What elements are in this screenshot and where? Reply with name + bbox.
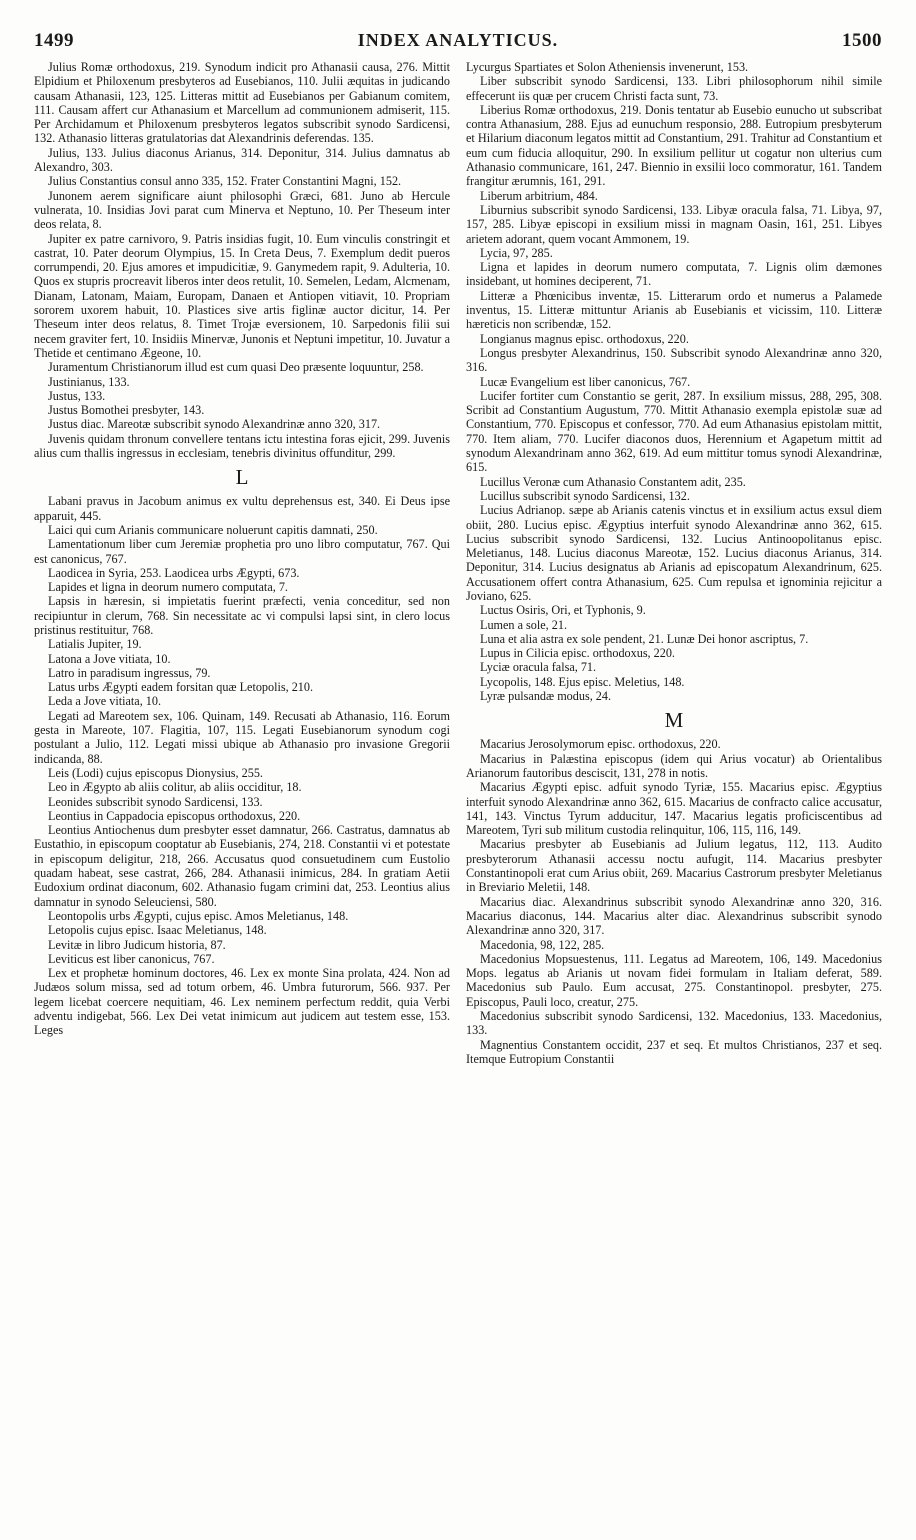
index-entry: Lucillus subscribit synodo Sardicensi, 132. — [480, 488, 690, 503]
index-entry: Juramentum Christianorum illud est cum quasi Deo præsente loquuntur, 258. — [48, 360, 424, 375]
index-entry: Letopolis cujus episc. Isaac Meletianus, 148. — [48, 923, 267, 938]
index-entry: Leontius Antiochenus dum presbyter esset damnatur, 266. Castratus, damnatus ab Eustathio, in episcopum cooptatur ab Eusebianis, 274, 218. Constantii vi et potestate in episcopum deligitur, 218, 266. Accusatus quod consuetudinem cum Eustolio quadam habeat, sese castrat, 266, 284. Athanasii inimicus, 284. In gratiam Aetii Eudoxium ordinat diaconum, 602. Athanasio fugam crimini dat, 253. Leontius alius damnatur in synodo Seleuciensi, 580. — [34, 823, 450, 909]
index-entry: Laodicea in Syria, 253. Laodicea urbs Ægypti, 673. — [48, 565, 300, 580]
index-entry: Latro in paradisum ingressus, 79. — [48, 665, 211, 680]
text-columns — [34, 60, 882, 1530]
section-letter: M — [664, 708, 684, 733]
index-entry: Lycopolis, 148. Ejus episc. Meletius, 148. — [480, 674, 685, 689]
index-entry: Leis (Lodi) cujus episcopus Dionysius, 255. — [48, 765, 263, 780]
index-entry: Latialis Jupiter, 19. — [48, 637, 142, 652]
index-entry: Laici qui cum Arianis communicare noluerunt capitis damnati, 250. — [48, 522, 378, 537]
index-entry: Macarius diac. Alexandrinus subscribit synodo Alexandrinæ anno 320, 316. Macarius diaconus, 144. Macarius alter diac. Alexandrinus subscribit synodo Alexandrinæ anno 320, 317. — [466, 894, 882, 938]
page-number-right: 1500 — [841, 30, 882, 51]
index-entry: Latona a Jove vitiata, 10. — [48, 651, 171, 666]
index-entry: Magnentius Constantem occidit, 237 et seq. Et multos Christianos, 237 et seq. Itemque Eutropium Constantii — [466, 1037, 882, 1066]
index-entry: Justinianus, 133. — [48, 374, 130, 389]
index-entry: Macarius Ægypti episc. adfuit synodo Tyriæ, 155. Macarius episc. Ægyptius interfuit synodo Alexandrinæ anno 362, 615. Macarius de confracto calice accusatur, 141, 143. Vinctus Tyrum adducitur, 147. Macarius legatis proficiscentibus ad Mareotem, Tyri sub militum custodia relinquitur, 106, 115, 116, 149. — [466, 780, 882, 838]
index-entry: Lycurgus Spartiates et Solon Atheniensis invenerunt, 153. — [466, 60, 749, 74]
index-entry: Leo in Ægypto ab aliis colitur, ab aliis occiditur, 18. — [48, 780, 302, 795]
index-entry: Macedonia, 98, 122, 285. — [480, 937, 605, 952]
index-entry: Macarius in Palæstina episcopus (idem qui Arius vocatur) ab Orientalibus Arianorum fautoribus desciscit, 131, 278 in notis. — [466, 751, 882, 780]
index-entry: Lyciæ oracula falsa, 71. — [480, 660, 597, 675]
index-entry: Macedonius Mopsuestenus, 111. Legatus ad Mareotem, 106, 149. Macedonius Mops. legatus ab Arianis ut novam fidei formulam in Italiam deferat, 589. Macedonius sub Paulo. Eum accusat, 275. Constantinopol. presbyter, 275. Episcopus, Pauli loco, creatur, 275. — [466, 951, 882, 1009]
left-column — [34, 60, 450, 1530]
index-entry: Lucifer fortiter cum Constantio se gerit, 287. In exsilium missus, 288, 295, 308. Scribit ad Constantium Augustum, 770. Mittit Athanasio exempla epistolæ suæ ad Constantium, 770. Episcopus et confessor, 770. Ad eum Athanasius epistolam mittit, 770. Item aliam, 770. Lucifer diaconos duos, Herennium et Agapetum mittit ad synodum Alexandrinam anno 362, 619. Ad eum mittitur tomus synodi Alexandrinæ, 615. — [466, 388, 882, 475]
index-entry: Lucæ Evangelium est liber canonicus, 767. — [480, 374, 691, 389]
index-entry: Liberius Romæ orthodoxus, 219. Donis tentatur ab Eusebio eunucho ut subscribat contra Athanasium, 288. Ejus ad eunuchum responsio, 288. Eutropium presbyterum et Hilarium diaconum legatos mittit ad Constantium, 291. Trahitur ad Constantium et eum cum fiducia alloquitur, 290. In exsilium pellitur ut cogatur non ulterius cum Athanasio communicare, 161, 247. Biennio in exsilii loco commoratur, 161. Tandem frangitur ærumnis, 161, 291. — [466, 102, 882, 189]
index-entry: Lex et prophetæ hominum doctores, 46. Lex ex monte Sina prolata, 424. Non ad Judæos solum missa, sed ad totum orbem, 46. Umbra futurorum, 566. 937. Per legem licebat coercere nequitiam, 46. Lex neminem perfectum reddit, quia Verbi adventu indigebat, 566. Lex Dei vetat inimicum aut judicem aut testem esse, 153. Leges — [34, 966, 450, 1038]
index-entry: Litteræ a Phœnicibus inventæ, 15. Litterarum ordo et numerus a Palamede inventus, 15. Litteræ mittuntur Arianis ab Eusebianis et vicissim, 110. Litteræ hæreticis non scribendæ, 152. — [466, 288, 882, 332]
index-entry: Longianus magnus episc. orthodoxus, 220. — [480, 331, 689, 346]
page-title: INDEX ANALYTICUS. — [357, 30, 559, 50]
index-entry: Juvenis quidam thronum convellere tentans ictu intestina foras ejicit, 299. Juvenis alius cum thallis ingressus in ecclesiam, tenebris divinitus offunditur, 299. — [34, 431, 450, 461]
index-entry: Leonides subscribit synodo Sardicensi, 133. — [48, 794, 263, 809]
index-entry: Labani pravus in Jacobum animus ex vultu deprehensus est, 340. Ei Deus ipse apparuit, 445. — [34, 494, 450, 523]
index-entry: Macarius presbyter ab Eusebianis ad Julium legatus, 112, 113. Audito presbyterorum Athanasii accessu noctu aufugit, 114. Macarius presbyter Constantinopoli erat cum Arius obiit, 269. Macarius Castrorum presbyter Meletianus in Breviario Meletii, 148. — [466, 837, 882, 895]
index-entry: Legati ad Mareotem sex, 106. Quinam, 149. Recusati ab Athanasio, 116. Eorum gesta in Mareote, 107. Flagitia, 107, 115. Legati Eusebianorum synodum cogi postulant a Julio, 112. Legati missi ubique ab Athanasio pro invasione Gregorii indicanda, 88. — [34, 708, 450, 766]
running-head — [34, 30, 882, 56]
index-entry: Julius Constantius consul anno 335, 152. Frater Constantini Magni, 152. — [48, 174, 402, 189]
index-entry: Luctus Osiris, Ori, et Typhonis, 9. — [480, 603, 646, 618]
index-entry: Justus, 133. — [48, 388, 106, 403]
index-entry: Junonem aerem significare aiunt philosophi Græci, 681. Juno ab Hercule vulnerata, 10. Insidias Jovi parat cum Minerva et Neptuno, 10. Per Theseum inter deos relata, 8. — [34, 188, 450, 232]
index-entry: Longus presbyter Alexandrinus, 150. Subscribit synodo Alexandrinæ anno 320, 316. — [466, 345, 882, 375]
index-entry: Justus Bomothei presbyter, 143. — [48, 403, 205, 418]
index-entry: Leontopolis urbs Ægypti, cujus episc. Amos Meletianus, 148. — [48, 908, 349, 923]
index-entry: Lupus in Cilicia episc. orthodoxus, 220. — [480, 646, 675, 661]
index-entry: Justus diac. Mareotæ subscribit synodo Alexandrinæ anno 320, 317. — [48, 417, 381, 432]
index-entry: Liberum arbitrium, 484. — [480, 188, 598, 203]
index-entry: Lapsis in hæresin, si impietatis fuerint præfecti, venia conceditur, sed non recipiuntur in clerum, 768. Sin necessitate ac vi compulsi lapsi sint, in clero locus pristinus restituitur, 768. — [34, 594, 450, 637]
index-entry: Levitæ in libro Judicum historia, 87. — [48, 937, 226, 952]
index-entry: Leviticus est liber canonicus, 767. — [48, 951, 215, 966]
index-entry: Ligna et lapides in deorum numero computata, 7. Lignis olim dæmones insidebant, ut homines deciperent, 71. — [466, 260, 882, 289]
index-entry: Julius Romæ orthodoxus, 219. Synodum indicit pro Athanasii causa, 276. Mittit Elpidium et Philoxenum presbyteros ad Eusebianos, 110. Julii æquitas in judicando causam Athanasii, 123, 125. Litteras mittit ad Eusebianos per Gabianum comitem, 111. Causam affert cur Athanasium et Marcellum ad communionem admiserit, 115. Per Archidamum et Philoxenum presbyteros legatos subscribit synodo Sardicensi, 132. Athanasio litteras gratulatorias dat Alexandrinis deferendas. 135. — [34, 60, 450, 146]
index-entry: Latus urbs Ægypti eadem forsitan quæ Letopolis, 210. — [48, 680, 314, 695]
index-entry: Lumen a sole, 21. — [480, 617, 567, 632]
index-entry: Lucillus Veronæ cum Athanasio Constantem adit, 235. — [480, 474, 746, 489]
index-entry: Macedonius subscribit synodo Sardicensi, 132. Macedonius, 133. Macedonius, 133. — [466, 1009, 882, 1038]
section-letter: L — [235, 465, 249, 490]
index-entry: Leontius in Cappadocia episcopus orthodoxus, 220. — [48, 808, 301, 823]
right-column — [466, 60, 882, 1530]
index-entry: Lamentationum liber cum Jeremiæ prophetia pro uno libro computatur, 767. Qui est canonicus, 767. — [34, 537, 450, 566]
page-number-left: 1499 — [34, 30, 74, 51]
index-entry: Liburnius subscribit synodo Sardicensi, 133. Libyæ oracula falsa, 71. Libya, 97, 157, 285. Libyæ episcopi in exsilium missi in magnam Oasin, 161, 251. Libyes arietem adorant, quem vocant Ammonem, 19. — [466, 202, 882, 246]
index-entry: Julius, 133. Julius diaconus Arianus, 314. Deponitur, 314. Julius damnatus ab Alexandro, 303. — [34, 145, 450, 175]
index-entry: Lycia, 97, 285. — [480, 245, 553, 260]
index-entry: Leda a Jove vitiata, 10. — [48, 694, 162, 709]
index-entry: Macarius Jerosolymorum episc. orthodoxus, 220. — [480, 737, 721, 752]
index-entry: Jupiter ex patre carnivoro, 9. Patris insidias fugit, 10. Eum vinculis constringit et castrat, 10. Pater deorum Olympius, 15. In Creta Deus, 7. Exemplum dedit pueros corrumpendi, 20. Ejus amores et impudicitiæ, 9. Ganymedem rapit, 9. Adulteria, 10. Quos ex stupris procreavit liberos inter deos retulit, 10. Semelen, Ledam, Alcmenam, Dianam, Latonam, Maiam, Europam, Danaen et Antiopen vitiavit, 10. Propriam sororem uxorem habuit, 10. Plastices sive artis figlinæ auctor dicitur, 14. Per Theseum inter deos relatus, 8. Timet Trojæ eversionem, 10. Sarpedonis filii sui necem graviter fert, 10. Insidiis Minervæ, Junonis et Neptuni impetitur, 10. Juvatur a Thetide et centimano Ægeone, 10. — [34, 231, 450, 360]
index-entry: Lapides et ligna in deorum numero computata, 7. — [48, 580, 288, 595]
index-entry: Liber subscribit synodo Sardicensi, 133. Libri philosophorum nihil simile effecerunt iis quæ per crucem Christi facta sunt, 73. — [466, 74, 882, 103]
index-entry: Luna et alia astra ex sole pendent, 21. Lunæ Dei honor ascriptus, 7. — [480, 631, 809, 646]
index-entry: Lyræ pulsandæ modus, 24. — [480, 689, 612, 704]
index-entry: Lucius Adrianop. sæpe ab Arianis catenis vinctus et in exsilium actus exsul diem obiit, 280. Lucius episc. Ægyptius interfuit synodo Alexandrinæ anno 362, 615. Lucius subscribit synodo Sardicensi, 132. Lucius Antinoopolitanus episc. Meletianus, 148. Lucius diaconus Mareotæ, 152. Lucius diaconus Arianus, 314. Deponitur, 314. Lucius designatus ab Arianis ad episcopatum Alexandrinum, 625. Accusationem offert contra Athanasium, 625. Cum repulsa et ignominia rejicitur a Joviano, 625. — [466, 503, 882, 603]
